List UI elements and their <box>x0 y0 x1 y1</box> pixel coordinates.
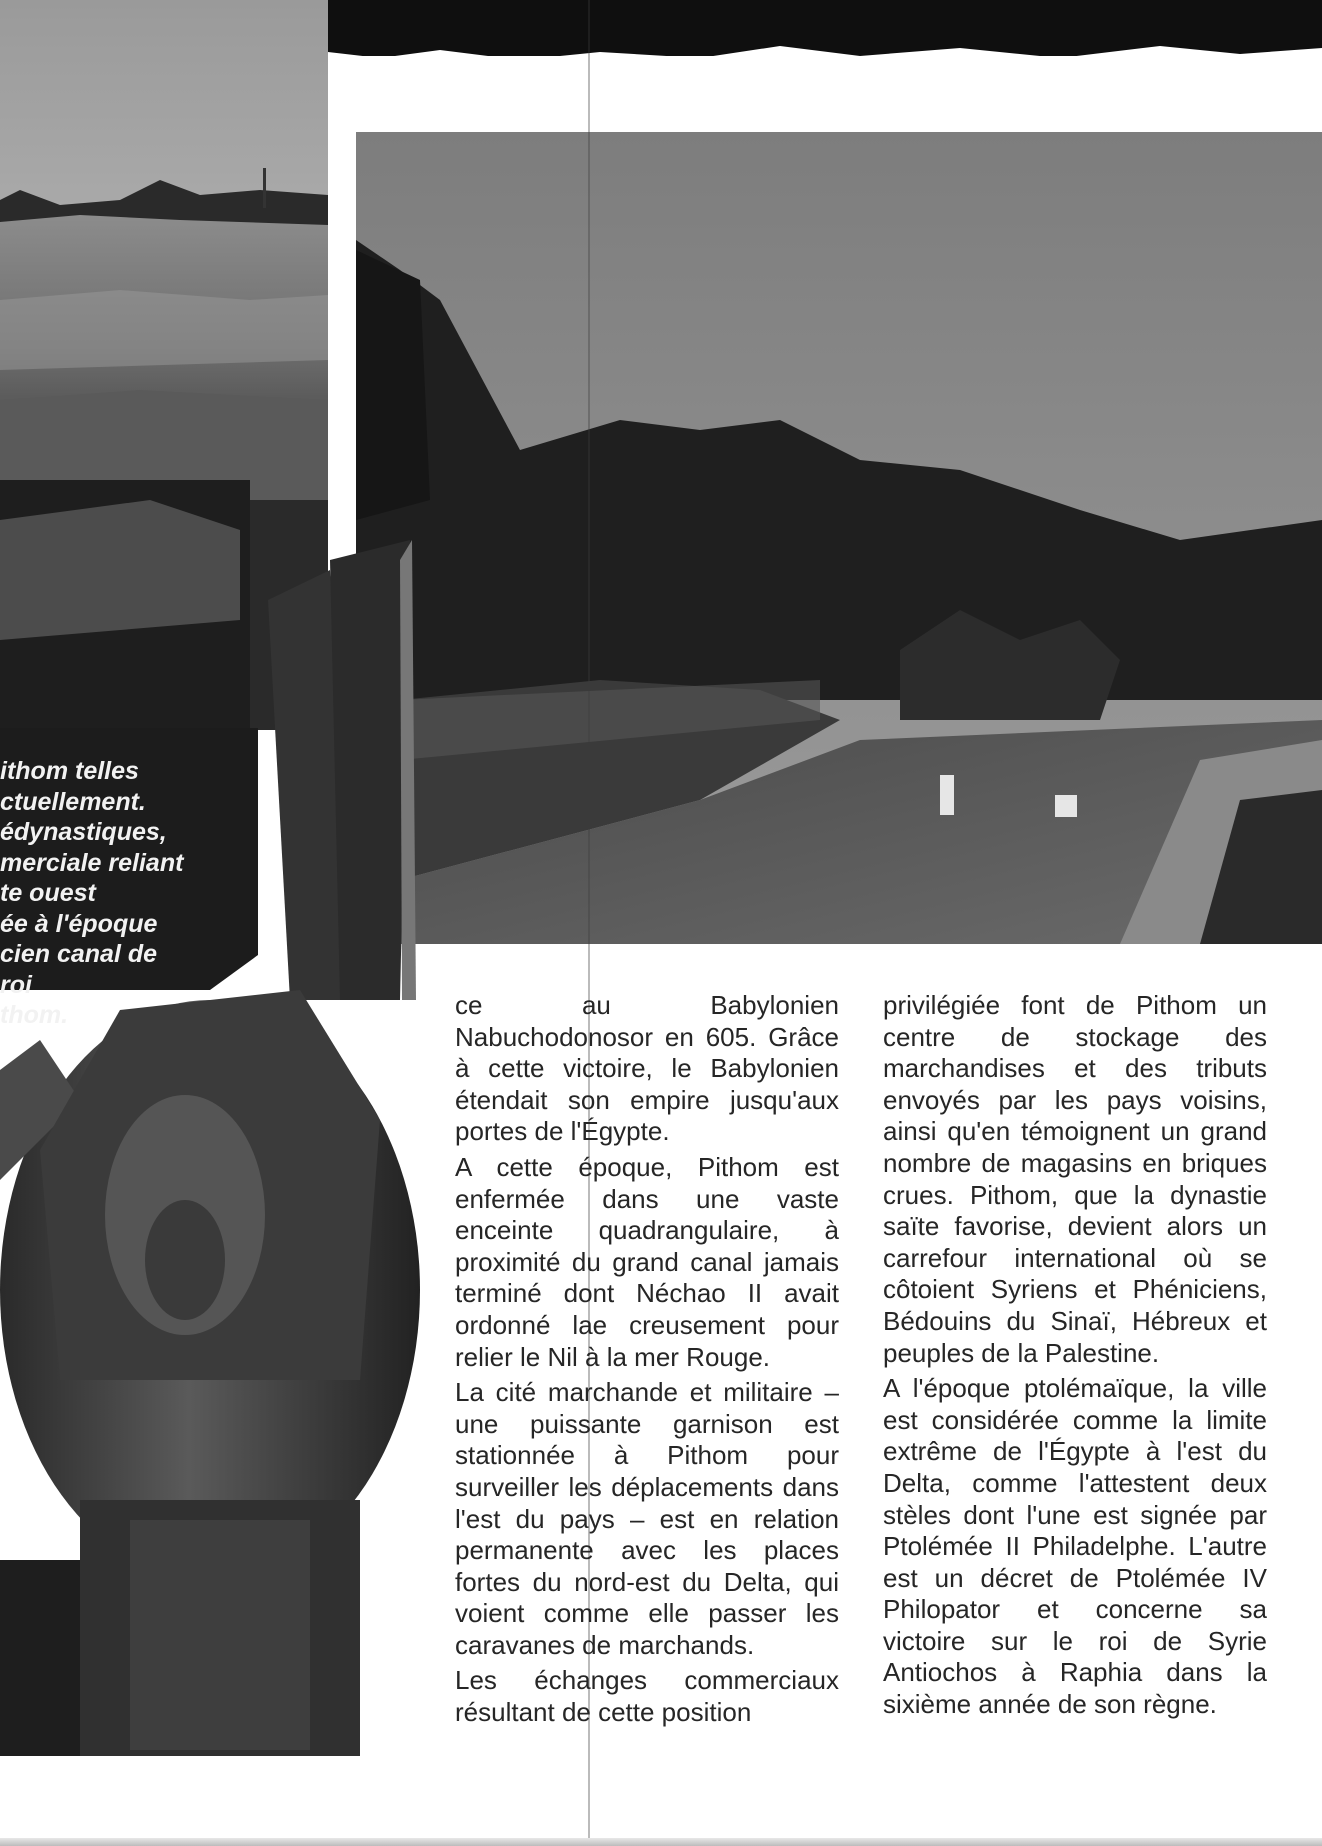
caption-line: merciale reliant <box>0 848 184 877</box>
photo-caption <box>0 756 260 1031</box>
paragraph: privilégiée font de Pithom un centre de stockage des marchandises et des tributs envoyés par les pays voisins, ainsi qu'en témoignent un grand nombre de magasins en briques crues. Pithom, que la dynastie saïte favorise, devient alors un carrefour international où se côtoient Syriens et Phéniciens, Bédouins du Sinaï, Hébreux et peuples de la Palestine. <box>883 990 1267 1368</box>
paragraph: Les échanges commerciaux résultant de cette position <box>455 1665 839 1728</box>
torn-paper-strip <box>328 0 1322 110</box>
page-bottom-edge <box>0 1838 1322 1846</box>
caption-line: roi <box>0 970 32 999</box>
caption-line: édynastiques, <box>0 818 167 846</box>
paragraph: A l'époque ptolémaïque, la ville est considérée comme la limite extrême de l'Égypte à l'est du Delta, comme l'attestent deux stèles dont l'une est signée par Ptolémée II Philadelphe. L'autre est un décret de Ptolémée IV Philopator et concerne sa victoire sur le roi de Syrie Antiochos à Raphia dans la sixième année de son règne. <box>883 1373 1267 1720</box>
paragraph: ce au Babylonien Nabuchodonosor en 605. Grâce à cette victoire, le Babylonien étendait son empire jusqu'aux portes de l'Égypte. <box>455 990 839 1147</box>
caption-line: cien canal de <box>0 940 158 968</box>
caption-line: thom. <box>0 1001 69 1029</box>
text-column-left <box>455 990 839 1733</box>
caption-line: ée à l'époque <box>0 909 158 938</box>
text-column-right <box>883 990 1267 1725</box>
caption-line: te ouest <box>0 879 96 907</box>
caption-line: ithom telles <box>0 757 139 785</box>
caption-line: ctuellement. <box>0 787 146 816</box>
paragraph: La cité marchande et militaire – une puissante garnison est stationnée à Pithom pour surveiller les déplacements dans l'est du pays – est en relation permanente avec les places fortes du nord-est du Delta, qui voient comme elle passer les caravanes de marchands. <box>455 1377 839 1660</box>
photo-canal-and-fields <box>356 132 1322 944</box>
paragraph: A cette époque, Pithom est enfermée dans une vaste enceinte quadrangulaire, à proximité du grand canal jamais terminé dont Néchao II avait ordonné lae creusement pour relier le Nil à la mer Rouge. <box>455 1151 839 1372</box>
